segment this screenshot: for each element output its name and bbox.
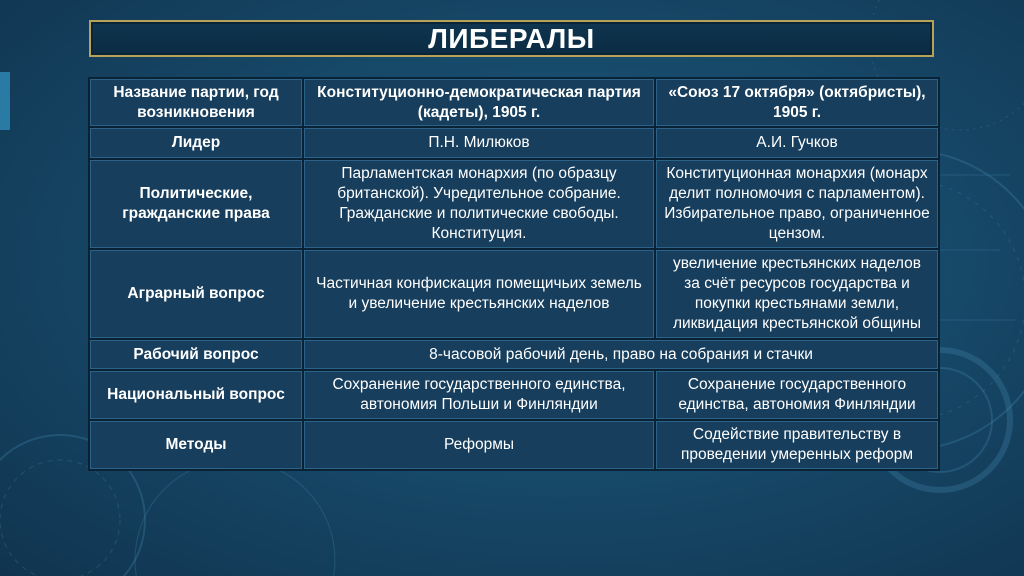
table-header-row bbox=[90, 79, 938, 126]
cell-octobrists: увеличение крестьянских наделов за счёт ресурсов государства и покупки крестьянами земли, ликвидация крестьянской общины bbox=[656, 250, 938, 338]
cell-kadets: Частичная конфискация помещичьих земель и увеличение крестьянских наделов bbox=[304, 250, 654, 338]
cell-octobrists: Сохранение государственного единства, автономия Финляндии bbox=[656, 371, 938, 419]
row-label: Политические, гражданские права bbox=[90, 160, 302, 248]
cell-kadets: Сохранение государственного единства, автономия Польши и Финляндии bbox=[304, 371, 654, 419]
table-row bbox=[90, 128, 938, 158]
table-row bbox=[90, 340, 938, 369]
row-label: Аграрный вопрос bbox=[90, 250, 302, 338]
liberals-table bbox=[88, 77, 940, 471]
table-row bbox=[90, 371, 938, 419]
header-cell-octobrists: «Союз 17 октября» (октябристы), 1905 г. bbox=[656, 79, 938, 126]
header-cell-party: Название партии, год возникновения bbox=[90, 79, 302, 126]
cell-kadets: Реформы bbox=[304, 421, 654, 469]
row-label: Рабочий вопрос bbox=[90, 340, 302, 369]
header-cell-kadets: Конституционно-демократическая партия (кадеты), 1905 г. bbox=[304, 79, 654, 126]
page-title: ЛИБЕРАЛЫ bbox=[428, 22, 595, 54]
title-bar bbox=[89, 20, 934, 57]
cell-octobrists: А.И. Гучков bbox=[656, 128, 938, 158]
cell-kadets: Парламентская монархия (по образцу британской). Учредительное собрание. Гражданские и политические свободы. Конституция. bbox=[304, 160, 654, 248]
row-label: Лидер bbox=[90, 128, 302, 158]
side-accent-bar bbox=[0, 72, 10, 130]
cell-octobrists: Конституционная монархия (монарх делит полномочия с парламентом). Избирательное право, ограниченное цензом. bbox=[656, 160, 938, 248]
table-row bbox=[90, 421, 938, 469]
table-row bbox=[90, 250, 938, 338]
cell-octobrists: Содействие правительству в проведении умеренных реформ bbox=[656, 421, 938, 469]
cell-merged: 8-часовой рабочий день, право на собрания и стачки bbox=[304, 340, 938, 369]
row-label: Национальный вопрос bbox=[90, 371, 302, 419]
table-row bbox=[90, 160, 938, 248]
row-label: Методы bbox=[90, 421, 302, 469]
cell-kadets: П.Н. Милюков bbox=[304, 128, 654, 158]
